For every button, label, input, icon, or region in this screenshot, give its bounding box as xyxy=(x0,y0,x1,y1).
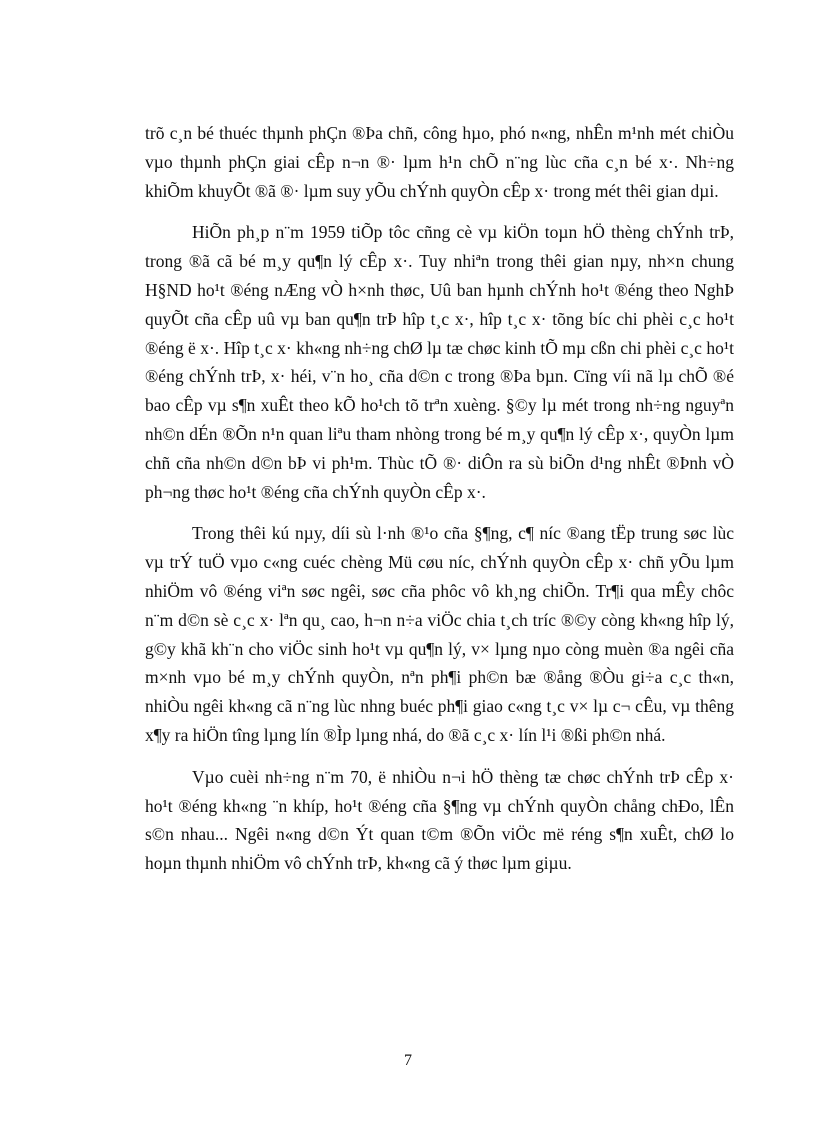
paragraph-2: HiÕn ph¸p n¨m 1959 tiÕp tôc cñng cè vµ kiÖn toµn hÖ thèng chÝnh trÞ, trong ®ã cã bé m¸y qu¶n lý cÊp x·. Tuy nhiªn trong thêi gian nµy, nh×n chung H§ND ho¹t ®éng nÆng vÒ h×nh thøc, Uû ban hµnh chÝnh ho¹t ®éng theo NghÞ quyÕt cña cÊp uû vµ ban qu¶n trÞ hîp t¸c x·, hîp t¸c x· tõng bíc chi phèi c¸c ho¹t ®éng ë x·. Hîp t¸c x· kh«ng nh÷ng chØ lµ tæ chøc kinh tÕ mµ cßn chi phèi c¸c ho¹t ®éng chÝnh trÞ, x· héi, v¨n ho¸ cña d©n c trong ®Þa bµn. Cïng víi nã lµ chÕ ®é bao cÊp vµ s¶n xuÊt theo kÕ ho¹ch tõ trªn xuèng. §©y lµ mét trong nh÷ng nguyªn nh©n dÉn ®Õn n¹n quan liªu tham nhòng trong bé m¸y qu¶n lý cÊp x·, quyÒn lµm chñ cña nh©n d©n bÞ vi ph¹m. Thùc tÕ ®· diÔn ra sù biÕn d¹ng nhÊt ®Þnh vÒ ph¬ng thøc ho¹t ®éng cña chÝnh quyÒn cÊp x·. xyxy=(145,222,734,502)
paragraph-4: Vµo cuèi nh÷ng n¨m 70, ë nhiÒu n¬i hÖ thèng tæ chøc chÝnh trÞ cÊp x· ho¹t ®éng kh«ng ¨n khíp, ho¹t ®éng cña §¶ng vµ chÝnh quyÒn chång chÐo, lÊn s©n nhau... Ngêi n«ng d©n Ýt quan t©m ®Õn viÖc më réng s¶n xuÊt, chØ lo hoµn thµnh nhiÖm vô chÝnh trÞ, kh«ng cã ý thøc lµm giµu. xyxy=(145,766,734,874)
paragraph-3: Trong thêi kú nµy, díi sù l·nh ®¹o cña §¶ng, c¶ níc ®ang tËp trung søc lùc vµ trÝ tuÖ vµo c«ng cuéc chèng Mü cøu níc, chÝnh quyÒn cÊp x· chñ yÕu lµm nhiÖm vô ®éng viªn søc ngêi, søc cña phôc vô kh¸ng chiÕn. Tr¶i qua mÊy chôc n¨m d©n sè c¸c x· lªn qu¸ cao, h¬n n÷a viÖc chia t¸ch tríc ®©y còng kh«ng hîp lý, g©y khã kh¨n cho viÖc sinh ho¹t vµ qu¶n lý, v× lµng nµo còng muèn ®a ngêi cña m×nh vµo bé m¸y chÝnh quyÒn, nªn ph¶i ph©n bæ ®ång ®Òu gi÷a c¸c th«n, nhiÒu ngêi kh«ng cã n¨ng lùc nhng buéc ph¶i giao c«ng t¸c v× lµ c¬ cÊu, vµ thêng x¶y ra hiÖn tîng lµng lín ®Ìp lµng nhá, do ®ã c¸c x· lín l¹i ®ßi ph©n nhá. xyxy=(145,523,734,745)
body-text xyxy=(145,119,734,891)
paragraph-1: trõ c¸n bé thuéc thµnh phÇn ®Þa chñ, công hµo, phó n«ng, nhÊn m¹nh mét chiÒu vµo thµnh phÇn giai cÊp n¬n ®· lµm h¹n chÕ n¨ng lùc cña c¸n bé x·. Nh÷ng khiÕm khuyÕt ®ã ®· lµm suy yÕu chÝnh quyÒn cÊp x· trong mét thêi gian dµi. xyxy=(145,123,734,201)
page-number: 7 xyxy=(404,1052,412,1069)
